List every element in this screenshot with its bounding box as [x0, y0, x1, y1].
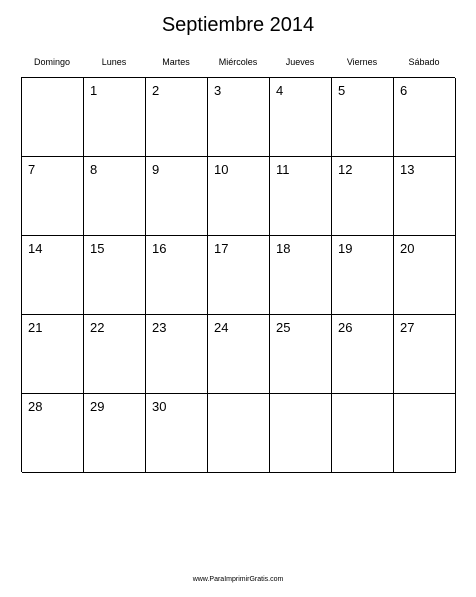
day-number: 6 [400, 83, 408, 98]
day-cell [146, 394, 208, 473]
day-cell [22, 394, 84, 473]
day-cell [332, 315, 394, 394]
day-cell [84, 78, 146, 157]
day-cell [146, 157, 208, 236]
weekday-header-row [21, 56, 455, 70]
day-cell [332, 394, 394, 473]
day-cell [270, 315, 332, 394]
day-cell [208, 157, 270, 236]
weekday-label: Domingo [33, 57, 71, 67]
day-cell [394, 236, 456, 315]
weekday-label: Martes [162, 57, 190, 67]
day-number: 28 [28, 399, 43, 414]
day-number: 10 [214, 162, 229, 177]
day-cell [84, 394, 146, 473]
day-cell [394, 157, 456, 236]
day-number: 26 [338, 320, 353, 335]
weekday-label: Lunes [101, 57, 127, 67]
day-number: 2 [152, 83, 160, 98]
day-number: 21 [28, 320, 43, 335]
day-number: 8 [90, 162, 98, 177]
day-number: 15 [90, 241, 105, 256]
day-number: 29 [90, 399, 105, 414]
day-cell [394, 78, 456, 157]
day-cell [394, 394, 456, 473]
day-cell [22, 157, 84, 236]
footer-url: www.ParaImprimirGratis.com [192, 576, 284, 583]
day-cell [332, 78, 394, 157]
day-number: 5 [338, 83, 346, 98]
day-number: 27 [400, 320, 415, 335]
day-cell [146, 236, 208, 315]
day-cell [394, 315, 456, 394]
calendar-grid [21, 77, 455, 472]
day-number: 24 [214, 320, 229, 335]
day-number: 16 [152, 241, 167, 256]
day-cell [146, 78, 208, 157]
day-cell [332, 236, 394, 315]
weekday-label: Miércoles [218, 57, 258, 67]
day-number: 12 [338, 162, 353, 177]
day-number: 22 [90, 320, 105, 335]
weekday-label: Sábado [408, 57, 440, 67]
weekday-label: Viernes [346, 57, 378, 67]
day-cell [22, 236, 84, 315]
calendar-title: Septiembre 2014 [161, 14, 315, 36]
day-cell [84, 315, 146, 394]
day-cell [270, 236, 332, 315]
day-number: 3 [214, 83, 222, 98]
day-cell [22, 78, 84, 157]
day-cell [208, 236, 270, 315]
day-cell [208, 394, 270, 473]
day-number: 23 [152, 320, 167, 335]
day-cell [84, 157, 146, 236]
day-cell [84, 236, 146, 315]
day-number: 4 [276, 83, 284, 98]
day-number: 13 [400, 162, 415, 177]
day-number: 14 [28, 241, 43, 256]
day-cell [270, 78, 332, 157]
day-number: 18 [276, 241, 291, 256]
day-number: 25 [276, 320, 291, 335]
day-cell [22, 315, 84, 394]
day-cell [146, 315, 208, 394]
day-cell [270, 157, 332, 236]
day-number: 1 [90, 83, 98, 98]
day-number: 19 [338, 241, 353, 256]
day-cell [208, 78, 270, 157]
day-cell [208, 315, 270, 394]
day-cell [270, 394, 332, 473]
day-number: 30 [152, 399, 167, 414]
day-number: 11 [276, 162, 290, 177]
day-number: 20 [400, 241, 415, 256]
day-number: 9 [152, 162, 160, 177]
day-number: 7 [28, 162, 36, 177]
weekday-label: Jueves [285, 57, 315, 67]
day-cell [332, 157, 394, 236]
day-number: 17 [214, 241, 229, 256]
